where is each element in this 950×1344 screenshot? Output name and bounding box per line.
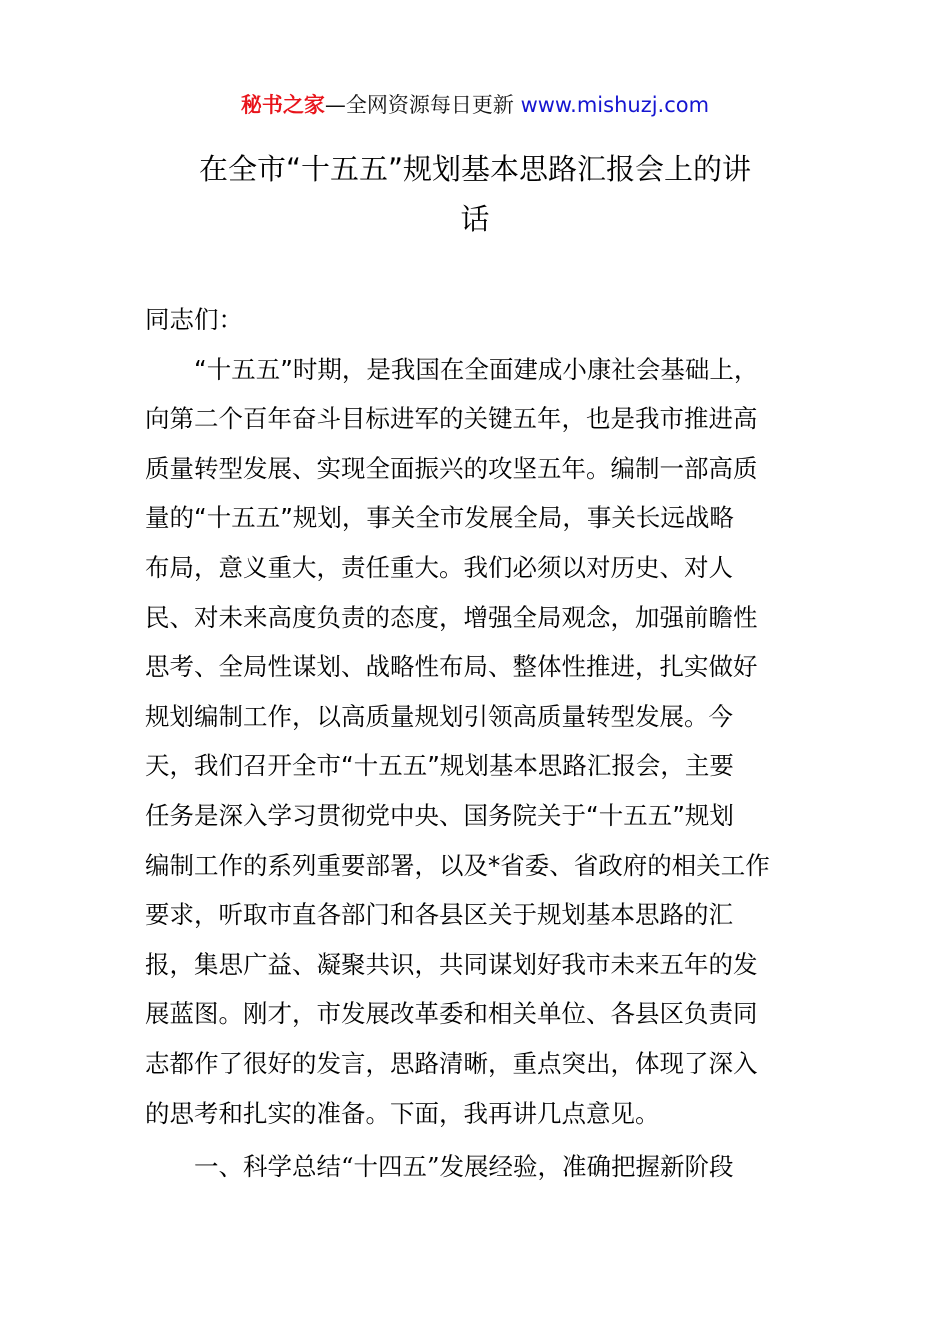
site-banner — [0, 88, 950, 122]
title-line: 在全市“十五五”规划基本思路汇报会上的讲 — [198, 152, 752, 186]
paragraph-line: 民、对未来高度负责的态度，增强全局观念，加强前瞻性 — [145, 602, 758, 632]
paragraph-line: 天，我们召开全市“十五五”规划基本思路汇报会，主要 — [145, 751, 734, 781]
paragraph-line: 布局，意义重大，责任重大。我们必须以对历史、对人 — [145, 552, 733, 582]
paragraph-line: 的思考和扎实的准备。下面，我再讲几点意见。 — [145, 1098, 660, 1128]
title-line: 话 — [460, 201, 490, 236]
paragraph-line: 展蓝图。刚才，市发展改革委和相关单位、各县区负责同 — [145, 999, 758, 1029]
paragraph-line: 编制工作的系列重要部署，以及*省委、省政府的相关工作 — [145, 850, 770, 880]
paragraph-line: 量的“十五五”规划，事关全市发展全局，事关长远战略 — [145, 503, 734, 533]
document-title — [140, 145, 810, 244]
paragraph-line: 志都作了很好的发言，思路清晰，重点突出，体现了深入 — [145, 1048, 758, 1078]
paragraph-line: 要求，听取市直各部门和各县区关于规划基本思路的汇 — [145, 900, 733, 930]
paragraph-line: 规划编制工作，以高质量规划引领高质量转型发展。今 — [145, 701, 733, 731]
paragraph-line: 质量转型发展、实现全面振兴的攻坚五年。编制一部高质 — [145, 453, 758, 483]
brand-name: 秘书之家 — [240, 93, 325, 117]
intro-paragraph — [145, 345, 810, 1139]
paragraph-line: 思考、全局性谋划、战略性布局、整体性推进，扎实做好 — [145, 652, 758, 682]
paragraph-line: 任务是深入学习贯彻党中央、国务院关于“十五五”规划 — [145, 800, 734, 830]
paragraph-line: 向第二个百年奋斗目标进军的关键五年，也是我市推进高 — [145, 404, 758, 434]
section-heading: 一、科学总结“十四五”发展经验，准确把握新阶段 — [194, 1152, 734, 1182]
banner-slogan: —全网资源每日更新 — [324, 93, 514, 117]
document-body — [145, 295, 810, 1193]
salutation: 同志们： — [145, 305, 243, 334]
paragraph-line: “十五五”时期，是我国在全面建成小康社会基础上， — [194, 354, 759, 384]
site-url[interactable]: www.mishuzj.com — [520, 93, 710, 117]
paragraph-line: 报，集思广益、凝聚共识，共同谋划好我市未来五年的发 — [145, 949, 758, 979]
